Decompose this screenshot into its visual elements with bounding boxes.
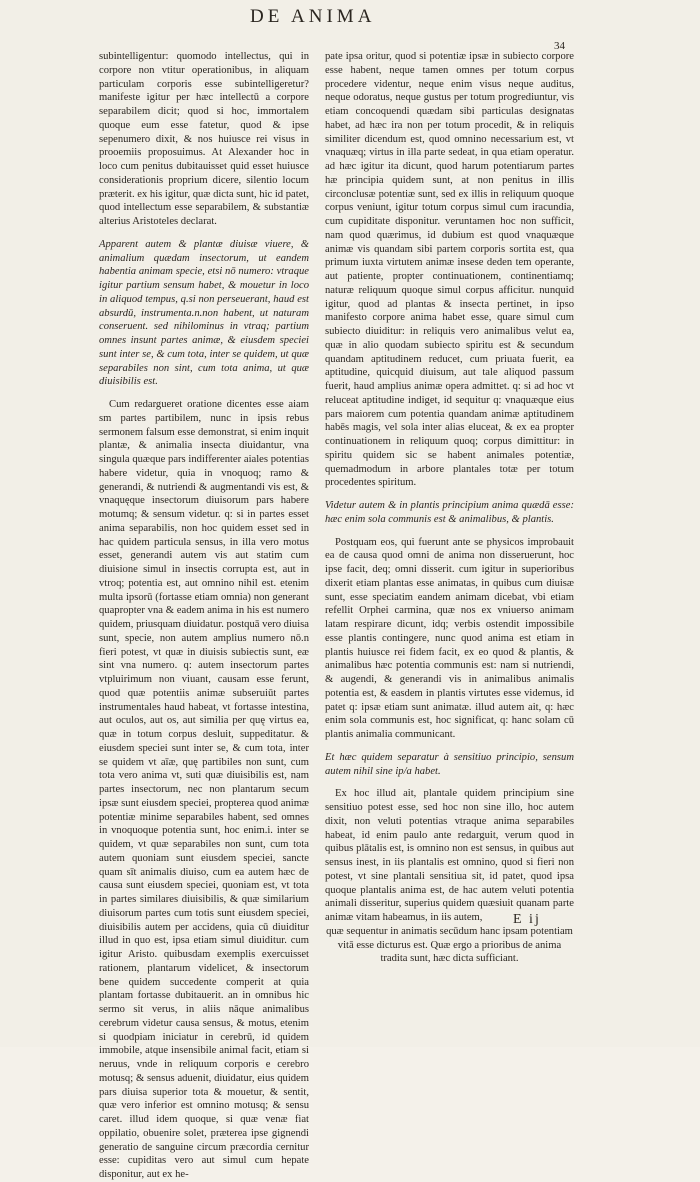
commentary-paragraph: pate ipsa oritur, quod si potentiæ ipsæ in subiecto corpore esse habent, neque tamen omnes per totum corpus procedere videntur, neque enim visus neque auditus, neque odoratus, neque gustus per totum progrediuntur, vis etiam concoquendi quædam sibi particulas designatas habet, ad hæc ira non per totum procedit, & in reliquis similiter dicendum est, quod omnino necessarium est, vt vnaquæq; virtus in illa parte sedeat, in qua etiam operatur. ad hæc igitur ita dicunt, quod harum potentiarum partes hæ principia quidem sunt, at non penitus in illis circonclusæ potentiæ sunt, sed ex illis in reliquum quoque corpus veniunt, igitur totum corpus simul cum iracundia, cum cupiditate disponitur. veruntamen hoc non sufficit, nam quod quærimus, id dubium est quod vnaquæque animæ vis quandam sibi partem corporis sortita est, qua primum iuxta virtutem animæ insese deden tem operante, aut patiente, propter continuationem, continentiamq; naturæ reliquum quoque simul corpus afficitur. nunquid igitur, quod ad plantas & insecta pertinet, in ipso manifesto corpore anima habet esse, quare simul cum subiecto diuiditur: in reliquis vero animalibus velut ea, quæ in alio quodam subiecto spiritu est & secundum quandam aptitudinem reducet, cum priuata fuerit, ea aptitudine, quicquid diuisum, aut tale aliquod passum fuerit, haud amplius animæ opera admittet. q: si ad hoc vt reluceat aptitudine indiget, id sequitur q: vnaquæque eius pars maiorem cum potentia quandam animæ aptitudinem habēs magis, vel sola inter alias eluceat, & ex ea propter continuationem in reliquum quoq; corpus dimittitur: in spiritu quidem sic se habent animales potentiæ, quemadmodum in arbore plantales totæ per totum procedentes spiritum. xyxy=(325,51,574,489)
signature-mark: E ij xyxy=(513,912,541,927)
aristotle-lemma: Apparent autem & plantæ diuisæ viuere, & animalium quædam insectorum, ut eandem habentia animam specie, etsi nō numero: vtraque igitur partium sensum habet, & mouetur in loco in aliquod tempus, q.si non perseuerant, haud est absurdū, instrumenta.n.non habent, ut naturam conseruent. sed nihilominus in vtraq; partium omnes insunt partes animæ, & eiusdem speciei sunt inter se, & cum tota, inter se quidem, ut quæ separabiles non sint, cum tota anima, ut quæ diuisibilis est. xyxy=(99,238,309,388)
commentary-paragraph: subintelligentur: quomodo intellectus, qui in corpore non vtitur operationibus, in aliquam particulam corporis esse subintelligeretur? manifeste igitur per hæc intellectū a corpore separabilem dicit; quod si hoc, immortalem quoque eum esse fatetur, quod & ipse sepenumero dixit, & nos huiusce rei visus in prooemiis proposuimus. At Alexander hoc in loco cum penitus dubitauisset quid esset huiusce considerationis proprium dicere, silentio locum præterit. ex his igitur, quæ dicta sunt, hic id patet, quod intellectum esse separabilem, & substantiæ alterius Aristoteles declarat. xyxy=(99,51,309,227)
aristotle-lemma: Videtur autem & in plantis principium anima quædā esse: hæc enim sola communis est & animalibus, & plantis. xyxy=(325,500,574,525)
commentary-paragraph: Postquam eos, qui fuerunt ante se physicos improbauit ea de causa quod omni de anima non disseruerunt, hoc ipse facit, deq; omni disserit. cum igitur in superioribus dixerit etiam plantas esse animatas, in quibus cum diuisæ sunt, esse speciatim eandem animam dicebat, vbi etiam refellit Orphei carmina, quæ nos ex vniuerso animam latam respirare dicunt, idq; verbis ostendit impossibile esse plantis contingere, nunc quod anima est etiam in plantis huiusce rei fidem facit, ex eo quod & plantis, & animalibus hæc potentia communis est: nam si nutriendi, & augendi, & generandi vis in animalibus animalis potentia est, & easdem in plantis virtutes esse videmus, id patet q: ipsæ etiam sunt animatæ. illud autem ait, q: hæc enim sola communis est, hoc significat, q: hanc solam cū plantis animalia communicant. xyxy=(325,536,574,740)
page-number: 34 xyxy=(554,40,565,52)
right-column xyxy=(325,50,574,966)
commentary-paragraph: Ex hoc illud ait, plantale quidem principium sine sensitiuo potest esse, sed hoc non sine illo, hoc autem dixit, non veluti potentias vtraque anima separabiles habeat, id enim paulo ante redarguit, verum quod in quibus plātalis est, is omnino non est sensus, in quibus aut sensus inest, in iis plantalis est omnino, quod si fieri non potest, vt sine plantali sensitiua sit, id patet, quod ipsa quoque plantalis anima est, de hac autem veluti potentia animali disseritur, superius quidem quæsiuit quanam parte animæ vitam habeamus, in iis autem, xyxy=(325,788,574,923)
running-head: DE ANIMA xyxy=(250,6,376,27)
aristotle-lemma: Et hæc quidem separatur à sensitiuo principio, sensum autem nihil sine ip/a habet. xyxy=(325,751,574,777)
closing-lines: quæ sequentur in animatis secūdum hanc ipsam potentiam vitā esse dicturus est. Quæ ergo a prioribus de anima tradita sunt, hæc dicta sufficiant. xyxy=(326,925,573,965)
left-column xyxy=(99,50,309,1182)
commentary-paragraph: Cum redargueret oratione dicentes esse aiam sm partes partibilem, nunc in ipsis rebus sermonem falsum esse demonstrat, si enim inquit plantæ, & animalia insecta diuidantur, vna singula quæque pars indifferenter aiales potentias habere videtur, quia in vnoquoq; ramo & generandi, & nutriendi & augmentandi vis est, & vnaquęque insectorum diuisorum pars habere motumq; & sensum videtur. q: si in partes esset anima separabilis, non hoc quidem esset sed in hac quidem particula sensus, in illa vero motus esset, generandi autem vis aut statim cum diuisione simul in insectis corrupta est, aut in vtroq; potentia est, aut omnino nihil est. etenim multa ipsorū (fortasse etiam omnia) non generant quapropter vna & eadem anima in his est numero quidem, priusquam diuidatur. postquā vero diuisa sunt, specie, non autem amplius numero nō.n fieri potest, vt quæ in diuisis subiectis sunt, eæ sint vna numero. q: autem insectorum partes vtpluirimum non viuant, causam esse ferunt, quod quæ potentiis animæ subseruiūt partes instrumentales haud habeat, vt fortasse intestina, aut oculos, aut os, aut similia per quę virtus ea, quæ in totum corpus desluit, suppeditatur. & eiusdem speciei sunt inter se, & cum tota, inter se quidem vt aīæ, quę partibiles non sunt, cum tota vero anima vt, suti quæ diuisibilis est, nam partes insectorum, nec non plantarum secum ipsæ sunt eiusdem speciei, propterea quod animæ potentiæ minime separabiles habent, sed omnes in vnoquoque potentia sunt, hoc enim.i. inter se quidem, vt quæ separabiles non sunt, cum tota autem quoniam sunt eiusdem speciei, sancte quam sīt animalis diuiso, cum ea autem hæc de causa sunt eiusdem speciei, quoniam est, vt tota in partes similares diuisibilis, & quæ similarium diuisorum partes cum totis sunt eiusdem speciei, diuisibilis autem per accidens, quia cū diuiditur illud in quo est, ipsa etiam simul diuiditur. cum igitur Aristo. quibusdam exemplis exercuisset rationem, plantarum videlicet, & insectorum bene quidem succedente comperit at quia plantam fortasse dubitauerit. an in omnibus hic sermo sit verus, in aliis nāque animalibus cerebrum videtur causa sensus, & motus, etenim si quodpiam iniciatur in cerebrū, id quidem immobile, atque insensibile animal facit, etiam si neruus, vnde in reliquum corporis e cerebro motusq; & sensus aduenit, diuidatur, eius quidem pars diuisa superior tota & mouetur, & sentit, quæ vero inferior est omnino motusq; & sensu caret. illud idem quoque, si quæ venæ fiat oppilatio, obuenire solet, præterea ipse gignendi generatio de sanguine circum præcordia cernitur esse: cupiditas vero aut simul cum hepate disponitur, aut ex he- xyxy=(99,399,309,1180)
